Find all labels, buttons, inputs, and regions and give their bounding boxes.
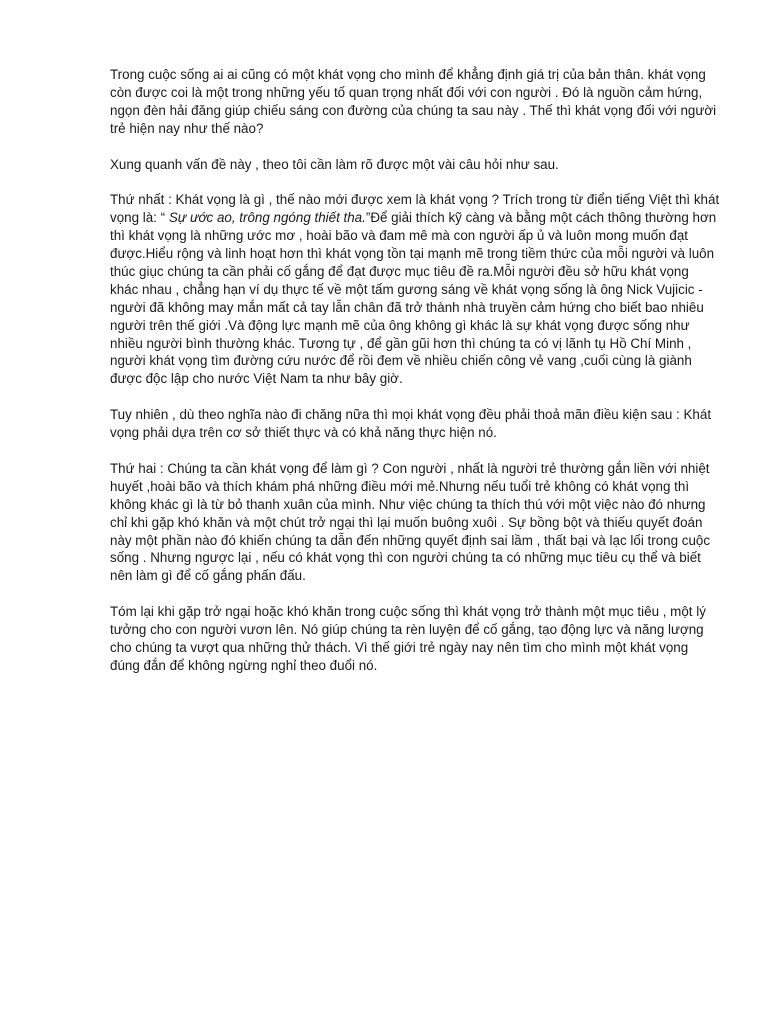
paragraph-conditions: Tuy nhiên , dù theo nghĩa nào đi chăng nữa thì mọi khát vọng đều phải thoả mãn điều kiện sau : Khát vọng phải dựa trên cơ sở thiết thực và có khả năng thực hiện nó.: [110, 407, 712, 441]
paragraph-questions: Xung quanh vấn đề này , theo tôi cần làm rõ được một vài câu hỏi như sau.: [110, 156, 559, 172]
paragraph-intro: Trong cuộc sống ai ai cũng có một khát vọng cho mình để khẳng định giá trị của bản thân. khát vọng còn được coi là một trong những yếu tố quan trọng nhất đối với con người . Đó là nguồn cảm hứng, ngọn đèn hải đăng giúp chiếu sáng con đường của chúng ta sau này . Thế thì khát vọng đối với người trẻ hiện nay như thế nào?: [110, 67, 717, 136]
paragraph-first-point: [110, 191, 720, 388]
paragraph-conclusion: Tóm lại khi gặp trở ngại hoặc khó khăn trong cuộc sống thì khát vọng trở thành một mục tiêu , một lý tưởng cho con người vươn lên. Nó giúp chúng ta rèn luyện để cố gắng, tạo động lực và năng lượng cho chúng ta vượt qua những thử thách. Vì thế giới trẻ ngày nay nên tìm cho mình một khát vọng đúng đắn để không ngừng nghỉ theo đuổi nó.: [110, 604, 706, 673]
document-body: [110, 66, 720, 693]
paragraph-first-point-lead: Thứ nhất : Khát vọng là gì , thế nào mới được xem là khát vọng ? Trích trong từ điển tiếng Việt thì khát vọng là: “: [110, 192, 720, 226]
dictionary-quote: Sự ước ao, trông ngóng thiết tha.: [168, 210, 366, 226]
paragraph-second-point: Thứ hai : Chúng ta cần khát vọng để làm gì ? Con người , nhất là người trẻ thường gắn liền với nhiệt huyết ,hoài bão và thích khám phá những điều mới mẻ.Nhưng nếu tuổi trẻ không có khát vọng thì không khác gì là từ bỏ thanh xuân của mình. Như việc chúng ta thích thú với một việc nào đó nhưng chỉ khi gặp khó khăn và một chút trở ngại thì lại muốn buông xuôi . Sự bồng bột và thiếu quyết đoán này một phần nào đó khiến chúng ta dẫn đến những quyết định sai lầm , thất bại và lạc lối trong cuộc sống . Nhưng ngược lại , nếu có khát vọng thì con người chúng ta có những mục tiêu cụ thể và biết nên làm gì để cố gắng phấn đấu.: [110, 460, 711, 584]
paragraph-first-point-body: ”Để giải thích kỹ càng và bằng một cách thông thường hơn thì khát vọng là những ước mơ , hoài bão và đam mê mà con người ấp ủ và luôn mong muốn đạt được.Hiểu rộng và linh hoạt hơn thì khát vọng tồn tại mạnh mẽ trong tiềm thức của mỗi người và luôn thúc giục chúng ta cần phải cố gắng để đạt được mục tiêu đề ra.Mỗi người đều sở hữu khát vọng khác nhau , chẳng hạn ví dụ thực tế về một tấm gương sáng về khát vọng sống là ông Nick Vujicic - người đã không may mắn mất cả tay lẫn chân đã trở thành nhà truyền cảm hứng cho biết bao nhiêu người trên thế giới .Và động lực mạnh mẽ của ông không gì khác là sự khát vọng được sống như nhiều người bình thường khác. Tương tự , để gần gũi hơn thì chúng ta có vị lãnh tụ Hồ Chí Minh , người khát vọng tìm đường cứu nước để rồi đem về nhiều chiến công vẻ vang ,cuối cùng là giành được độc lập cho nước Việt Nam ta như bây giờ.: [110, 210, 717, 387]
